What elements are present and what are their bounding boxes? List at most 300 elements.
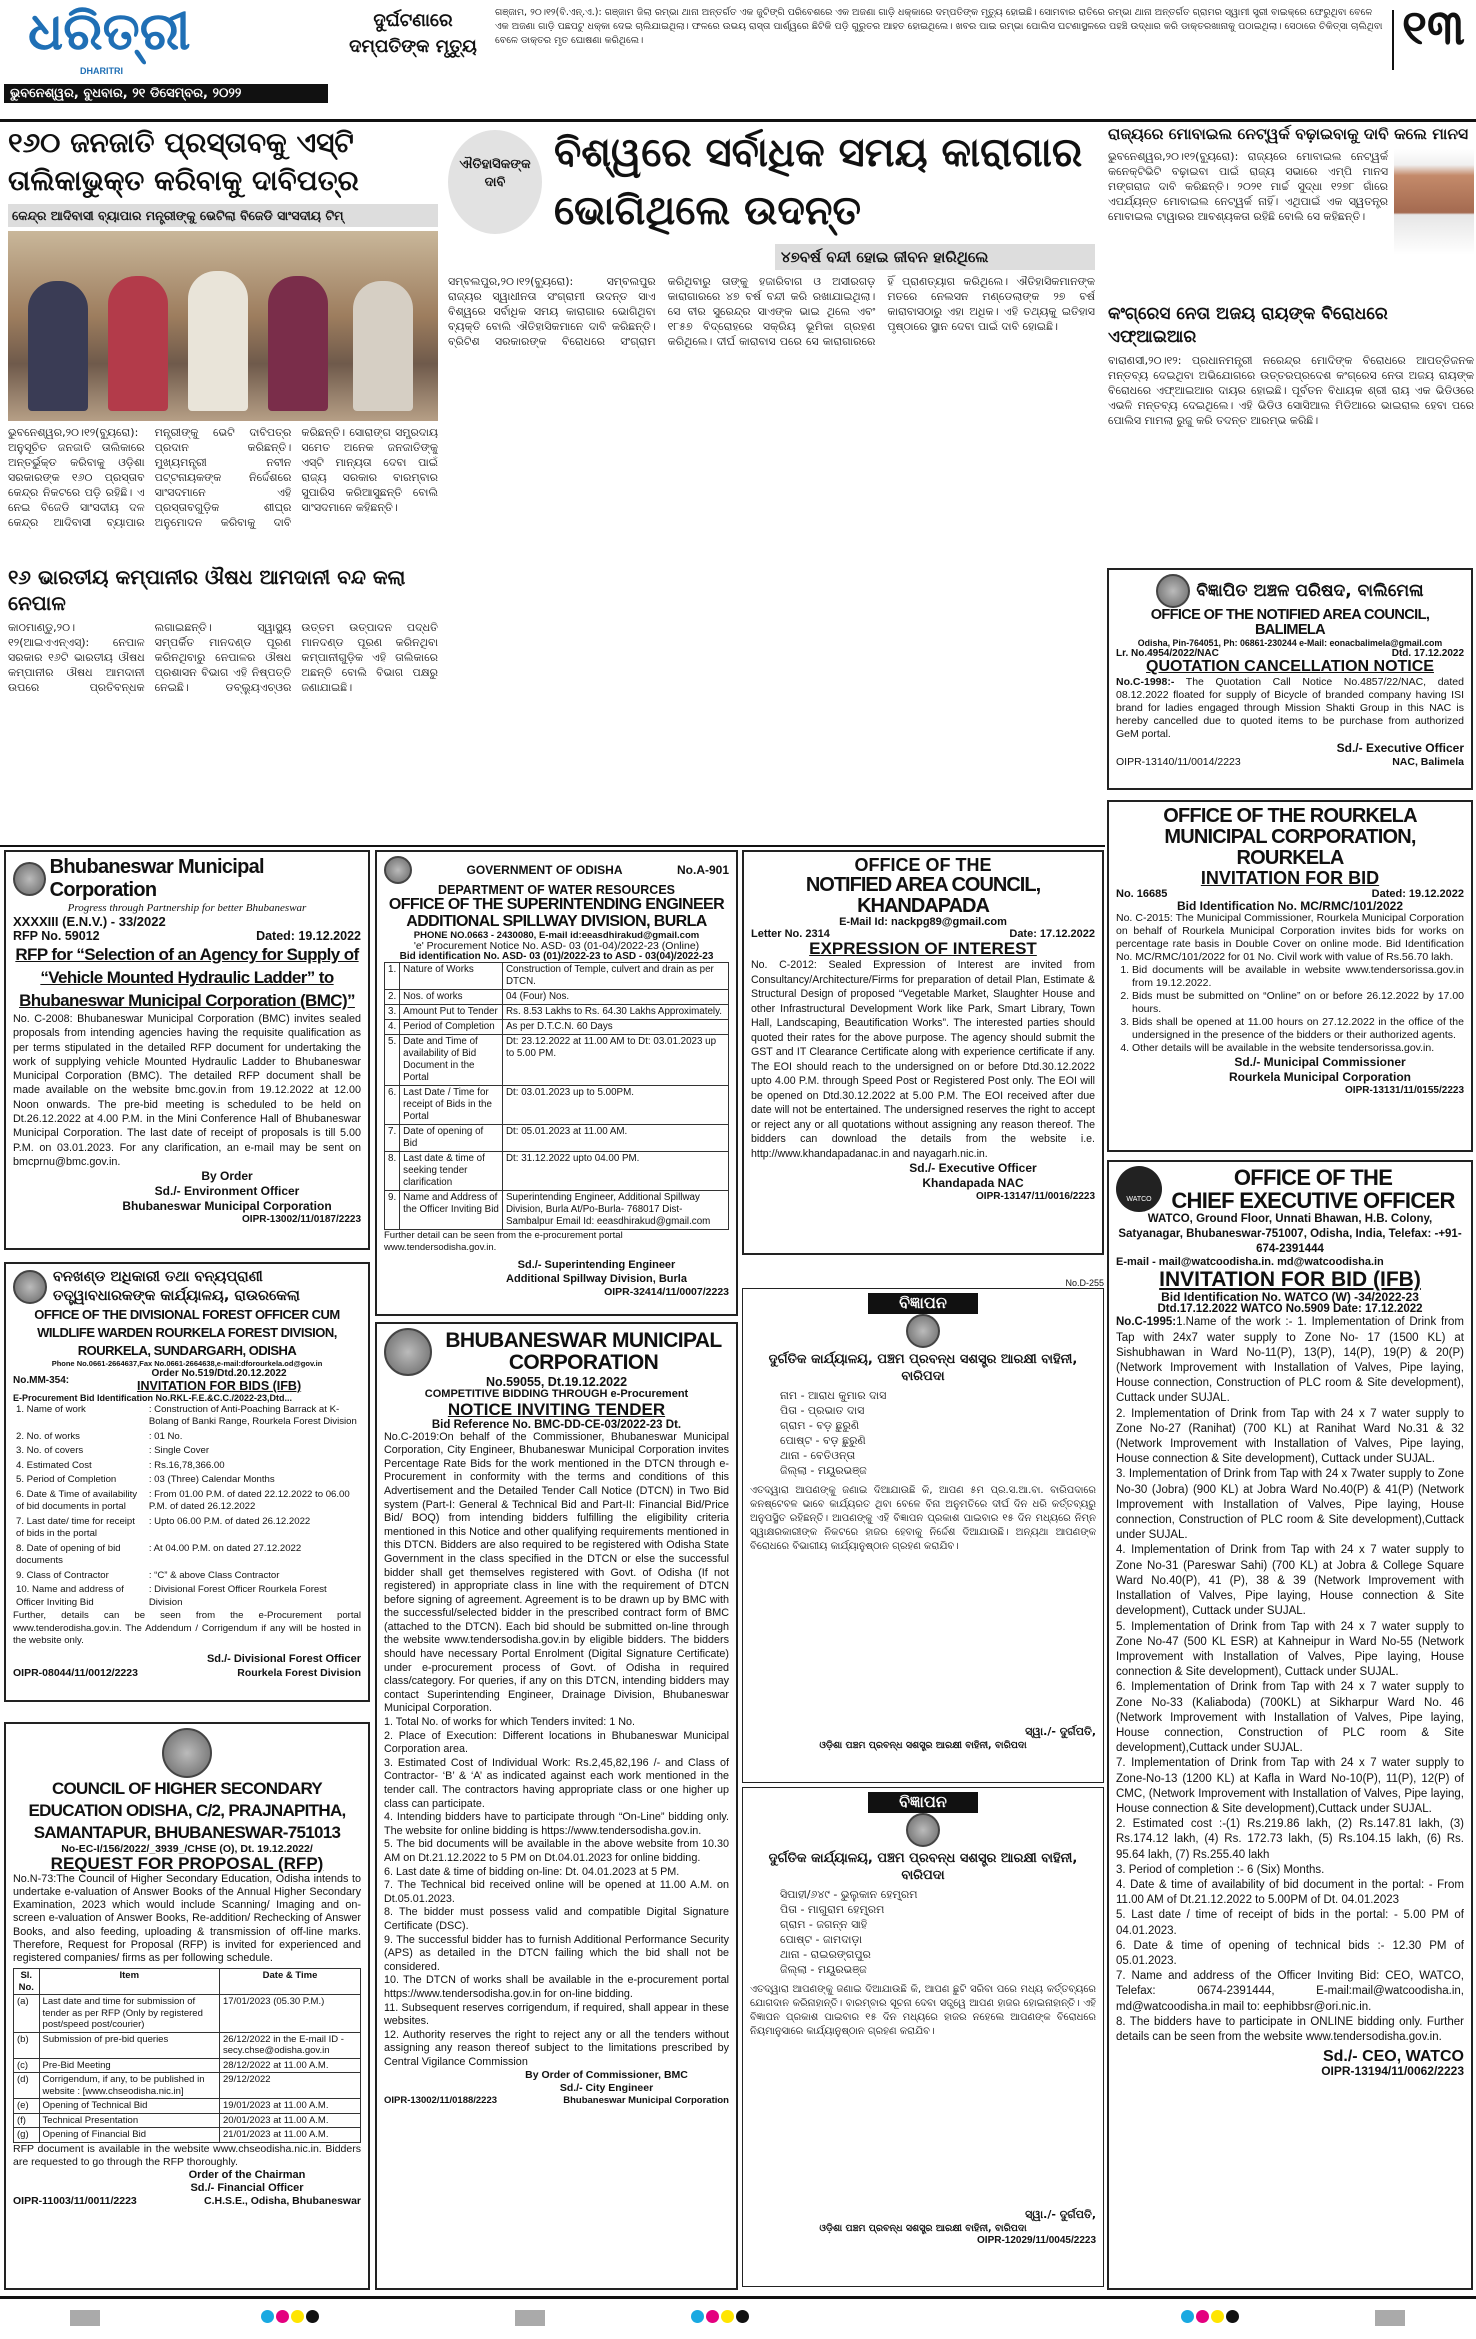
brief-title-line2: ଦମ୍ପତିଙ୍କ ମୃତ୍ୟୁ	[349, 36, 477, 57]
dfo-table-cell: 1. Name of work	[16, 1403, 86, 1415]
water-table-cell: 4.	[385, 1020, 400, 1035]
bmc-nit-list-item: 7. The Technical bid received online will be opened at 11.00 A.M. on Dt.05.01.2023.	[384, 1879, 729, 1905]
dfo-table-cell: : Upto 06.00 P.M. of dated 26.12.2022	[148, 1515, 311, 1527]
chse-table-cell: Corrigendum, if any, to be published in website : [www.chseodisha.nic.in]	[39, 2073, 219, 2099]
watco-logo-text: WATCO	[1126, 1196, 1152, 1204]
ad-water-phone: PHONE NO.0663 - 2430080, E-mail id:eeasdhirakud@gmail.com	[413, 929, 700, 941]
mp-photo	[1394, 149, 1474, 255]
chse-table-cell: 21/01/2023 at 11.00 A.M.	[220, 2128, 361, 2143]
ad-chse-body: No.N-73:The Council of Higher Secondary Education, Odisha intends to undertake e-valuation of Answer Books of the Annual Higher Secondary Examination, 2023 which would include Scanning/ Imaging and on-screen e-valuation of Answer Books, Re-addition/ Rechecking of Answer Books, and also feeding, uploading & transmission of off-line marks. Therefore, Request for Proposal (RFP) is invited for experienced and registered companies/ firms as per following schedule.	[13, 1872, 361, 1965]
odia-field: ଥାନା - ବେତିଓନ୍ତା	[780, 1448, 856, 1462]
water-table-cell: Superintending Engineer, Additional Spillway Division, Burla At/Po-Burla- 768017 Dist-Sambalpur Email Id: eeasdhirakud@gmail.com	[502, 1191, 728, 1230]
ad-chse-sig1: Order of the Chairman	[188, 2168, 306, 2181]
ad-rourkela-no: No. 16685	[1116, 887, 1168, 900]
dfo-table-cell: : Single Cover	[148, 1445, 210, 1457]
left-story-photo	[8, 231, 438, 421]
ad-bmc-rfp-sig1: By Order	[201, 1169, 253, 1184]
water-table-cell: Nos. of works	[400, 990, 503, 1005]
brief-title-line1: ଦୁର୍ଘଟଣାରେ	[373, 10, 453, 31]
odia-field: ଗ୍ରାମ - ବଡ଼ ଛୁରୁଣି	[780, 1418, 860, 1432]
left-column	[8, 124, 438, 840]
ad-odia-fields-1	[750, 1388, 1096, 1478]
odisha-emblem-icon	[13, 1270, 47, 1304]
chse-table-cell: Pre-Bid Meeting	[39, 2058, 219, 2073]
dfo-table-cell: : “C” & above Class Contractor	[148, 1569, 280, 1581]
ad-watco-oipr: OIPR-13194/11/0062/2223	[1321, 2064, 1464, 2079]
water-table-row	[385, 1086, 729, 1125]
chse-table-row	[14, 2099, 361, 2114]
bmc-nit-list-item: 3. Estimated Cost of Individual Work: Rs.2,45,82,196 /- and Class of Contractor- ‘B’ & ‘A’ as indicated against each work mentioned in the tender call. The contractors having appropriate class or one higher up class can participate.	[384, 1756, 729, 1810]
chse-table-row	[14, 2073, 361, 2099]
fir-body: ବାରାଣସୀ,୨୦।୧୨: ପ୍ରଧାନମନ୍ତ୍ରୀ ନରେନ୍ଦ୍ର ମୋଦିଙ୍କ ବିରୋଧରେ ଆପତ୍ତିଜନକ ମନ୍ତବ୍ୟ ଦେଇଥିବା ଅଭିଯୋଗରେ ଉତ୍ତରପ୍ରଦେଶ କଂଗ୍ରେସ ନେତା ଅଜୟ ରାୟଙ୍କ ବିରୋଧରେ ଏଫ୍‌ଆଇଆର ଦାୟର ହୋଇଛି। ପୂର୍ବତନ ବିଧାୟକ ଶ୍ରୀ ରାୟ ଏକ ଭିଡିଓରେ ଏଭଳି ମନ୍ତବ୍ୟ ଦେଇଥିଲେ। ଏହି ଭିଡିଓ ସୋସିଆଲ ମିଡିଆରେ ଭାଇରାଲ ହେବା ପରେ ପୋଲିସ ମାମଲା ରୁଜୁ କରି ତଦନ୍ତ ଆରମ୍ଭ କରିଛି।	[1108, 354, 1474, 427]
bmc-nit-list-item: 12. Authority reserves the right to reject any or all the tenders without assigning any reason thereof subject to the limitations prescribed by Central Vigilance Commission	[384, 2028, 729, 2068]
chse-table-cell: 28/12/2022 at 11.00 A.M.	[220, 2058, 361, 2073]
dateline: ଭୁବନେଶ୍ୱର, ବୁଧବାର, ୨୧ ଡିସେମ୍ବର, ୨୦୨୨	[4, 84, 328, 103]
water-table-cell: 9.	[385, 1191, 400, 1230]
ad-watco-title2: CHIEF EXECUTIVE OFFICER	[1171, 1188, 1455, 1214]
bmc-nit-list-item: 9. The successful bidder has to furnish Additional Performance Security (APS) as detailed in the DTCN failing which the bid shall not be considered.	[384, 1933, 729, 1973]
nepal-body: କାଠମାଣ୍ଡୁ,୨୦।୧୨(ଆଇଏଏନ୍‌ଏସ୍): ନେପାଳ ସରକାର ୧୬ଟି ଭାରତୀୟ ଔଷଧ କମ୍ପାନୀର ଔଷଧ ଆମଦାନୀ ଉପରେ ପ୍ରତିବନ୍ଧକ ଲଗାଇଛନ୍ତି। ସ୍ୱାସ୍ଥ୍ୟ ସମ୍ପର୍କିତ ମାନଦଣ୍ଡ ପୂରଣ କରିନଥିବାରୁ ନେପାଳର ଔଷଧ ପ୍ରଶାସନ ବିଭାଗ ଏହି ନିଷ୍ପତ୍ତି ନେଇଛି। ଡବ୍ଲ୍ୟୁଏଚ୍‌ଓର ଉତ୍ତମ ଉତ୍ପାଦନ ପଦ୍ଧତି ମାନଦଣ୍ଡ ପୂରଣ କରିନଥିବା କମ୍ପାନୀଗୁଡ଼ିକ ଏହି ତାଲିକାରେ ଅଛନ୍ତି ବୋଲି ବିଭାଗ ପକ୍ଷରୁ ଜଣାଯାଇଛି।	[8, 621, 438, 694]
ad-dfo-odia-title: ବନଖଣ୍ଡ ଅଧିକାରୀ ତଥା ବନ୍ୟପ୍ରାଣୀ ତତ୍ତ୍ୱାବଧାରକଙ୍କ କାର୍ଯ୍ୟାଳୟ, ରାଉରକେଲା	[53, 1269, 300, 1304]
watco-point-item: 2. Estimated cost :-(1) Rs.219.86 lakh, (2) Rs.147.81 lakh, (3) Rs.174.12 lakh, (4) Rs. 172.73 lakh, (5) Rs.104.15 lakh, (6) Rs. 95.64 lakh, (7) Rs.255.40 lakh	[1116, 1818, 1464, 1861]
water-table-cell: 8.	[385, 1152, 400, 1191]
ad-bmc-rfp-title: Bhubaneswar Municipal Corporation	[49, 856, 264, 901]
ad-rourkela	[1107, 800, 1473, 1152]
bmc-seal-icon	[384, 1328, 432, 1376]
odia-field: ଜିଲ୍ଲା - ମୟୂରଭଞ୍ଜ	[780, 1463, 867, 1477]
dfo-table-row	[13, 1515, 361, 1542]
rourkela-list-item: 3. Bids shall be opened at 11.00 hours on 27.12.2022 in the office of the undersigned in the presence of the bidders or their authorized agents.	[1132, 1016, 1464, 1042]
dfo-table-row	[13, 1488, 361, 1515]
water-table-cell: As per D.T.C.N. 60 Days	[502, 1020, 728, 1035]
chse-table-row	[14, 2058, 361, 2073]
watco-work-item: 6. Implementation of Drink from Tap with 24 x 7 water supply to Zone No-33 (Kaliaboda) (700KL) at Sikharpur Ward No. 46 (Network Improvement with Installation of Valves, Pipe laying, House connection, Construction of PLC room & Site development),Cuttack under SUJAL.	[1116, 1681, 1464, 1755]
chse-table-row	[14, 2128, 361, 2143]
ad-odia-sig-2: ସ୍ୱା./- ଦୁର୍ଗପତି,	[1025, 2207, 1096, 2221]
ad-dfo-no: No.MM-354:	[13, 1374, 70, 1386]
ad-bmc-rfp-oipr: OIPR-13002/11/0187/2223	[242, 1214, 361, 1226]
ad-khandapada-title1: OFFICE OF THE	[854, 855, 992, 875]
center-story-subhead: ୪୭ବର୍ଷ ବନ୍ଦୀ ହୋଇ ଜୀବନ ହାରିଥିଲେ	[775, 244, 1095, 270]
water-table-row	[385, 1005, 729, 1020]
dfo-table-cell: : From 01.00 P.M. of dated 22.12.2022 to 06.00 P.M. of dated 26.12.2022	[148, 1488, 350, 1513]
watco-logo	[1116, 1166, 1162, 1212]
odia-field: ନାମ - ଆରାଧ କୁମାର ଦାସ	[780, 1388, 887, 1402]
chse-table-cell: Technical Presentation	[39, 2113, 219, 2128]
watco-work-item: 4. Implementation of Drink from Tap with 24 x 7 water supply to Zone No-31 (Pareswar Sahi) (700 KL) at Jobra & College Square Ward No.40(P), 41 (P), 38 & 39 (Network Improvement with Installation of Valves, Pipe laying, House connection & Site development), Cuttack under SUJAL.	[1116, 1544, 1464, 1618]
water-table-cell: Dt: 31.12.2022 upto 04.00 PM.	[502, 1152, 728, 1191]
dfo-table-cell: : 03 (Three) Calendar Months	[148, 1474, 275, 1486]
ad-odia-sig-office-2: ଓଡ଼ିଶା ପଞ୍ଚମ ପ୍ରବନ୍ଧ ସଶସ୍ତ୍ର ଆରକ୍ଷୀ ବାହିନୀ, ବାରିପଦା	[819, 2222, 1027, 2234]
dfo-table-cell: : Rs.16,78,366.00	[148, 1459, 225, 1471]
ad-dfo-phone: Phone No.0661-2664637,Fax No.0661-2664638,e-mail:dforourkela.od@gov.in	[51, 1359, 323, 1368]
ad-balimela	[1107, 568, 1473, 790]
ad-khandapada-letter: Letter No. 2314	[751, 928, 830, 941]
chse-table-row	[14, 1995, 361, 2033]
dfo-table-cell: : 01 No.	[148, 1430, 183, 1442]
brief-title	[338, 8, 488, 60]
water-table-row	[385, 990, 729, 1005]
ad-balimela-odia-title: ବିଜ୍ଞାପିତ ଅଞ୍ଚଳ ପରିଷଦ, ବାଲିମେଳା	[1116, 574, 1464, 608]
dfo-table-cell: 9. Class of Contractor	[16, 1569, 109, 1581]
odia-field: ପୋଷ୍ଟ - ବଡ଼ ଛୁରୁଣି	[780, 1433, 866, 1447]
dfo-table-cell: 10. Name and address of Officer Inviting Bid	[16, 1584, 124, 1608]
ad-rourkela-list	[1116, 964, 1464, 1055]
ad-odia-notice-2	[742, 1787, 1104, 2287]
ad-odia-sig-office-1: ଓଡ଼ିଶା ପଞ୍ଚମ ପ୍ରବନ୍ଧ ସଶସ୍ତ୍ର ଆରକ୍ଷୀ ବାହିନୀ, ବାରିପଦା	[819, 1739, 1027, 1751]
ad-balimela-notice: QUOTATION CANCELLATION NOTICE	[1146, 658, 1434, 676]
ad-balimela-no: No.C-1998:-	[1116, 676, 1175, 689]
ad-dfo-table	[13, 1403, 361, 1611]
chse-table-cell: (d)	[14, 2073, 40, 2099]
ad-watco-notice: INVITATION FOR BID (IFB)	[1159, 1267, 1421, 1291]
dfo-table-cell: 7. Last date/ time for receipt of bids in the portal	[16, 1515, 135, 1540]
ad-dfo-bid-id: E-Procurement Bid Identification No.RKL-F.E.&C.C./2022-23,Dtd...	[13, 1392, 293, 1403]
ad-chse-notice: REQUEST FOR PROPOSAL (RFP)	[50, 1854, 324, 1874]
chse-table-cell: (c)	[14, 2058, 40, 2073]
dfo-table-cell: 3. No. of covers	[16, 1445, 84, 1457]
ad-balimela-date: Dtd. 17.12.2022	[1391, 648, 1464, 660]
watco-point-item: 6. Date & time of opening of technical bids :- 12.30 PM of 05.01.2023.	[1116, 1939, 1464, 1967]
rourkela-list-item: 1. Bid documents will be available in website www.tendersorissa.gov.in from 19.12.2022.	[1132, 964, 1464, 990]
ad-water-resources	[375, 850, 738, 1316]
ad-watco-email: E-mail - mail@watcoodisha.in. md@watcoodisha.in	[1116, 1256, 1384, 1269]
ad-dfo-footer: Further, details can be seen from the e-Procurement portal www.tenderodisha.gov.in. The Addendum / Corrigendum if any will be hosted in the website only.	[13, 1610, 361, 1647]
ad-bmc-rfp-sig2: Sd./- Environment Officer	[154, 1184, 300, 1199]
chse-table-cell: (a)	[14, 1995, 40, 2033]
left-story-subhead: କେନ୍ଦ୍ର ଆଦିବାସୀ ବ୍ୟାପାର ମନ୍ତ୍ରୀଙ୍କୁ ଭେଟିଲା ବିଜେଡି ସାଂସଦୀୟ ଟିମ୍	[8, 204, 438, 227]
ad-dfo-oipr: OIPR-08044/11/0012/2223	[13, 1666, 138, 1679]
footer-rule	[0, 2296, 1476, 2299]
water-table-cell: Name and Address of the Officer Inviting Bid	[400, 1191, 503, 1230]
ad-rourkela-sig2: Rourkela Municipal Corporation	[1228, 1070, 1411, 1085]
ad-odia-sig-1: ସ୍ୱା./- ଦୁର୍ଗପତି,	[1025, 1724, 1096, 1738]
ad-water-no: No.A-901	[676, 863, 729, 877]
masthead	[0, 0, 1476, 118]
ad-bmc-nit-notice: NOTICE INVITING TENDER	[447, 1399, 666, 1419]
chse-table-cell: (f)	[14, 2113, 40, 2128]
ad-dfo-order: Order No.519/Dtd.20.12.2022	[151, 1367, 287, 1379]
water-table-cell: Amount Put to Tender	[400, 1005, 503, 1020]
ad-watco-title1: OFFICE OF THE	[1233, 1165, 1393, 1190]
water-table-cell: Date of opening of Bid	[400, 1125, 503, 1152]
ad-odia-label-1: ବିଜ୍ଞାପନ	[868, 1293, 978, 1314]
newspaper-logo[interactable]: ଧରିତ୍ରୀ	[28, 2, 191, 62]
ad-watco-lead: 1.Name of the work :- 1. Implementation of Drink from Tap with 24x7 water supply to Zone No- 17 (1500 KL) at Sishubhawan in Ward No-11(P), 13(P), 14(P), 19(P) & 20(P) (Network Improvement with Installation of Valves, Pipe laying, House connection, Construction of PLC room & Site development), Cuttack under SUJAL.	[1116, 1316, 1464, 1405]
dfo-table-cell: 2. No. of works	[16, 1430, 80, 1442]
ad-odia-label-2: ବିଜ୍ଞାପନ	[868, 1792, 978, 1813]
dfo-table-cell: : Construction of Anti-Poaching Barrack at K-Bolang of Banki Range, Rourkela Forest Division	[148, 1403, 357, 1428]
ad-water-oipr: OIPR-32414/11/0007/2223	[604, 1286, 729, 1299]
water-table-cell: Dt: 03.01.2023 up to 5.00PM.	[502, 1086, 728, 1125]
watco-point-item: 3. Period of completion :- 6 (Six) Months.	[1116, 1863, 1325, 1876]
center-story-body: ସମ୍ବଲପୁର,୨୦।୧୨(ବ୍ୟୁରୋ): ସମ୍ବଲପୁର ରାଜ୍ୟର ସ୍ୱାଧୀନତା ସଂଗ୍ରାମୀ ଉଦନ୍ତ ସାଏ ବିଶ୍ୱରେ ସର୍ବାଧିକ ସମୟ କାରାଗାର ଭୋଗିଥିବା ବ୍ୟକ୍ତି ବୋଲି ଐତିହାସିକମାନେ ଦାବି କରିଛନ୍ତି। ବ୍ରିଟିଶ ସରକାରଙ୍କ ବିରୋଧରେ ସଂଗ୍ରାମ କରିଥିବାରୁ ତାଙ୍କୁ ହଜାରିବାଗ ଓ ଅସୀରଗଡ଼ କାରାଗାରରେ ୪୭ ବର୍ଷ ବନ୍ଦୀ କରି ରଖାଯାଇଥିଲା। ସେ ବୀର ସୁରେନ୍ଦ୍ର ସାଏଙ୍କ ଭାଇ ଥିଲେ ଏବଂ ୧୮୫୭ ବିଦ୍ରୋହରେ ସକ୍ରିୟ ଭୂମିକା ଗ୍ରହଣ କରିଥିଲେ। ଦୀର୍ଘ କାରାବାସ ପରେ ସେ କାରାଗାରରେ ହିଁ ପ୍ରାଣତ୍ୟାଗ କରିଥିଲେ। ଐତିହାସିକମାନଙ୍କ ମତରେ ନେଲସନ ମଣ୍ଡେଲାଙ୍କ ୨୭ ବର୍ଷ କାରାବାସଠାରୁ ଏହା ଅଧିକ। ଏହି ତଥ୍ୟକୁ ଇତିହାସ ପୃଷ୍ଠାରେ ସ୍ଥାନ ଦେବା ପାଇଁ ଦାବି ହୋଇଛି।	[448, 275, 1095, 348]
odia-field: ପିତା - ପ୍ରଭାତ ଦାସ	[780, 1403, 865, 1417]
ad-balimela-sig2: NAC, Balimela	[1392, 756, 1464, 769]
brief-body: ଗଞ୍ଜାମ, ୨୦।୧୨(ବି.ଏନ୍.ଏ.): ଗଞ୍ଜାମ ଜିଲା ରମ୍ଭା ଥାନା ଅନ୍ତର୍ଗତ ଏକ ଜୁଟିଙ୍ଗି ପରିବେଶରେ ଏକ ଅଜଣା ଗାଡ଼ି ଧକ୍କାରେ ଦମ୍ପତିଙ୍କ ମୃତ୍ୟୁ ହୋଇଛି। ସୋମବାର ରାତିରେ ରମ୍ଭା ଥାନା ଅନ୍ତର୍ଗତ ଗ୍ରାମର ସ୍ୱାମୀ ସ୍ତ୍ରୀ ବାଇକ୍‌ରେ ଫେରୁଥିବା ବେଳେ ଏକ ଅଜଣା ଗାଡ଼ି ପଛପଟୁ ଧକ୍କା ଦେଇ ଚାଲିଯାଇଥିଲା। ଫଳରେ ଉଭୟ ରାସ୍ତା ପାର୍ଶ୍ୱରେ ଛିଟିକି ପଡ଼ି ଗୁରୁତର ଆହତ ହୋଇଥିଲେ। ଖବର ପାଇ ରମ୍ଭା ପୋଲିସ ଘଟଣାସ୍ଥଳରେ ପହଞ୍ଚି ଉଦ୍ଧାର କରି ଡାକ୍ତରଖାନାକୁ ପଠାଇଥିଲା। ସେଠାରେ ଚିକିତ୍ସା ଚାଲିଥିବା ବେଳେ ଡାକ୍ତର ମୃତ ଘୋଷଣା କରିଥିଲେ।	[495, 7, 1383, 46]
odia-field: ପିତା - ମାଗୁରାମ ହେମ୍ବ୍ରମ	[780, 1902, 885, 1916]
water-table-cell: Nature of Works	[400, 963, 503, 990]
chse-table-cell: 19/01/2023 at 11.00 A.M.	[220, 2099, 361, 2114]
ad-rourkela-date: Dated: 19.12.2022	[1371, 887, 1464, 900]
ad-khandapada-sig2: Khandapada NAC	[922, 1176, 1024, 1191]
ad-bmc-rfp-ref: XXXXIII (E.N.V.) - 33/2022	[13, 914, 166, 929]
bmc-nit-list-item: 2. Place of Execution: Different locations in Bhubaneswar Municipal Corporation area.	[384, 1729, 729, 1756]
ad-balimela-body: The Quotation Call Notice No.4857/22/NAC, dated 08.12.2022 floated for supply of Bicycle of branded company having ISI brand for ladies engaged through Mission Shakti Group in this NAC is hereby cancelled due to quoted items to be purchase from authorized GeM portal.	[1116, 676, 1464, 741]
chse-table-cell: (e)	[14, 2099, 40, 2114]
ad-dfo-sig1: Sd./- Divisional Forest Officer	[206, 1652, 361, 1665]
ad-khandapada-email: E-Mail Id: nackpg89@gmail.com	[839, 915, 1007, 928]
ad-water-bid-id: Bid identification No. ASD- 03 (01)/2022-23 to ASD - 03(04)/2022-23	[399, 950, 714, 962]
page-number: ୧୩	[1402, 0, 1465, 56]
ad-rourkela-notice: INVITATION FOR BID	[1200, 868, 1380, 888]
odia-field: ଥାନା - ରାଇରଙ୍ଗପୁର	[780, 1947, 871, 1961]
ad-bmc-rfp-tagline: Progress through Partnership for better Bhubaneswar	[67, 902, 307, 914]
ad-bmc-rfp	[4, 850, 370, 1250]
dfo-table-row	[13, 1569, 361, 1584]
ad-water-table	[384, 962, 729, 1230]
chse-table-cell: 26/12/2022 in the E-mail ID -secy.chse@odisha.gov.in	[220, 2032, 361, 2058]
water-table-cell: 04 (Four) Nos.	[502, 990, 728, 1005]
ad-watco-address: WATCO, Ground Floor, Unnati Bhawan, H.B. Colony, Satyanagar, Bhubaneswar-751007, Odisha, India, Telefax: -+91-674-2391444	[1118, 1213, 1462, 1256]
ad-odia-column	[742, 1278, 1104, 2290]
ad-watco	[1107, 1160, 1473, 2290]
ad-rourkela-bid-id: Bid Identification No. MC/RMC/101/2022	[1176, 898, 1404, 913]
ad-bmc-nit-list	[384, 1716, 729, 2069]
ad-chse-footer: RFP document is available in the website www.chseodisha.nic.in. Bidders are requested to go through the RFP thoroughly.	[13, 2142, 361, 2168]
chse-table-header-cell: Item	[39, 1969, 219, 1995]
odia-field: ଜିଲ୍ଲା - ମୟୂରଭଞ୍ଜ	[780, 1962, 867, 1976]
ad-rourkela-oipr: OIPR-13131/11/0155/2223	[1345, 1085, 1464, 1097]
ad-khandapada	[742, 850, 1104, 1255]
ad-odia-body-2: ଏତଦ୍ୱାରା ଆପଣଙ୍କୁ ଜଣାଇ ଦିଆଯାଉଛି କି, ଆପଣ ଛୁଟି ସରିବା ପରେ ମଧ୍ୟ କର୍ତ୍ତବ୍ୟରେ ଯୋଗଦାନ କରିନାହାନ୍ତି। ବାରମ୍ବାର ସୂଚନା ଦେବା ସତ୍ତ୍ୱେ ଆପଣ ହାଜର ହୋଇନାହାନ୍ତି। ଏହି ବିଜ୍ଞାପନ ପ୍ରକାଶ ପାଇବାର ୧୫ ଦିନ ମଧ୍ୟରେ ହାଜର ନହେଲେ ଆପଣଙ୍କ ବିରୋଧରେ ନିୟମାନୁସାରେ କାର୍ଯ୍ୟାନୁଷ୍ଠାନ ଗ୍ରହଣ କରାଯିବ।	[750, 1983, 1096, 2037]
water-table-cell: 1.	[385, 963, 400, 990]
water-table-cell: 6.	[385, 1086, 400, 1125]
newspaper-logo-en: DHARITRI	[80, 66, 123, 76]
ad-bmc-rfp-sig3: Bhubaneswar Municipal Corporation	[122, 1199, 332, 1214]
bmc-seal-icon	[13, 862, 46, 896]
ad-watco-lead-no: No.C-1995:	[1116, 1316, 1177, 1329]
ad-balimela-oipr: OIPR-13140/11/0014/2223	[1116, 756, 1241, 769]
ad-water-sig2: Additional Spillway Division, Burla	[506, 1273, 687, 1286]
ad-chse	[4, 1722, 370, 2290]
chse-table-header-cell: Date & Time	[220, 1969, 361, 1995]
water-table-row	[385, 1035, 729, 1086]
chse-table-cell: Last date and time for submission of tender as per RFP (Only by registered post/speed post/courier)	[39, 1995, 219, 2033]
rourkela-list-item: 4. Other details will be available in the website tendersorissa.gov.in.	[1132, 1042, 1464, 1055]
ad-odia-body-1: ଏତଦ୍ୱାରା ଆପଣଙ୍କୁ ଜଣାଇ ଦିଆଯାଉଛି କି, ଆପଣ ୫ମ ପ୍ର.ସ.ଆ.ବା. ବାରିପଦାରେ କନଷ୍ଟେବଳ ଭାବେ କାର୍ଯ୍ୟରତ ଥିବା ବେଳେ ବିନା ଅନୁମତିରେ ଦୀର୍ଘ ଦିନ ଧରି କର୍ତ୍ତବ୍ୟରୁ ଅନୁପସ୍ଥିତ ରହିଛନ୍ତି। ଆପଣଙ୍କୁ ଏହି ବିଜ୍ଞାପନ ପ୍ରକାଶ ପାଇବାର ୧୫ ଦିନ ମଧ୍ୟରେ ନିମ୍ନ ସ୍ୱାକ୍ଷରକାରୀଙ୍କ ନିକଟରେ ହାଜର ହେବାକୁ ନିର୍ଦ୍ଦେଶ ଦିଆଯାଉଛି। ଅନ୍ୟଥା ଆପଣଙ୍କ ବିରୋଧରେ ବିଭାଗୀୟ କାର୍ଯ୍ୟାନୁଷ୍ଠାନ ଗ୍ରହଣ କରାଯିବ।	[750, 1484, 1096, 1552]
odia-field: ପୋଷ୍ଟ - ଜାମଦାଡ଼ା	[780, 1932, 863, 1946]
dfo-table-cell: 6. Date & Time of availability of bid documents in portal	[16, 1488, 138, 1513]
chse-table-row	[14, 2032, 361, 2058]
ad-bmc-nit	[375, 1322, 738, 2290]
dfo-table-row	[13, 1473, 361, 1488]
ad-water-footer: Further detail can be seen from the e-procurement portal www.tendersodisha.gov.in.	[384, 1230, 623, 1254]
chse-table-cell: Opening of Technical Bid	[39, 2099, 219, 2114]
ad-bmc-nit-title: BHUBANESWAR MUNICIPAL CORPORATION	[445, 1328, 722, 1374]
ad-bmc-rfp-body: No. C-2008: Bhubaneswar Municipal Corporation (BMC) invites sealed proposals from intending agencies having the requisite qualification as per terms stipulated in the detailed RFP document for undertaking the work of supplying vehicle Mounted Hydraulic Ladder to Bhubaneswar Municipal Corporation (BMC). The detailed RFP document shall be made available on the website bmc.gov.in from 19.12.2022 at 12.00 Noon onwards. The pre-bid meeting is scheduled to be held on Dt.26.12.2022 at 4.00 P.M. in the Mini Conference Hall of Bhubaneswar Municipal Corporation. The last date of receipt of proposals is till 5.00 P.M. on 03.01.2023. For any clarification, an e-mail may be sent on bmcprnu@bmc.gov.in.	[13, 1013, 361, 1168]
ad-odia-oipr: OIPR-12029/11/0045/2223	[977, 2234, 1096, 2246]
ad-water-dept: DEPARTMENT OF WATER RESOURCES	[437, 883, 676, 897]
dfo-table-row	[13, 1444, 361, 1459]
water-table-row	[385, 1152, 729, 1191]
chse-table-row	[14, 2113, 361, 2128]
left-story-body: ଭୁବନେଶ୍ୱର,୨୦।୧୨(ବ୍ୟୁରୋ): ଅନୁସୂଚିତ ଜନଜାତି ତାଲିକାରେ ଅନ୍ତର୍ଭୁକ୍ତ କରିବାକୁ ଓଡ଼ିଶା ସରକାରଙ୍କ ୧୬୦ ପ୍ରସ୍ତାବ କେନ୍ଦ୍ର ନିକଟରେ ପଡ଼ି ରହିଛି। ଏ ନେଇ ବିଜେଡି ସାଂସଦୀୟ ଦଳ କେନ୍ଦ୍ର ଆଦିବାସୀ ବ୍ୟାପାର ମନ୍ତ୍ରୀଙ୍କୁ ଭେଟି ଦାବିପତ୍ର ପ୍ରଦାନ କରିଛନ୍ତି। ମୁଖ୍ୟମନ୍ତ୍ରୀ ନବୀନ ପଟ୍ଟନାୟକଙ୍କ ନିର୍ଦ୍ଦେଶରେ ସାଂସଦମାନେ ଏହି ପ୍ରସ୍ତାବଗୁଡ଼ିକ ଶୀଘ୍ର ଅନୁମୋଦନ କରିବାକୁ ଦାବି କରିଛନ୍ତି। ସୋରାଙ୍ଗ ସମ୍ପ୍ରଦାୟ ସମେତ ଅନେକ ଜନଜାତିଙ୍କୁ ଏସ୍‌ଟି ମାନ୍ୟତା ଦେବା ପାଇଁ ରାଜ୍ୟ ସରକାର ବାରମ୍ବାର ସୁପାରିସ କରିଆସୁଛନ୍ତି ବୋଲି ସାଂସଦମାନେ କହିଛନ୍ତି।	[8, 426, 438, 529]
ad-water-sig1: Sd./- Superintending Engineer	[517, 1259, 676, 1272]
chse-table-cell: Opening of Financial Bid	[39, 2128, 219, 2143]
dfo-table-cell: : Divisional Forest Officer Rourkela Forest Division	[148, 1584, 327, 1608]
ad-dfo-title: OFFICE OF THE DIVISIONAL FOREST OFFICER CUM WILDLIFE WARDEN ROURKELA FOREST DIVISION, ROURKELA, SUNDARGARH, ODISHA	[34, 1307, 340, 1358]
watco-point-item: 5. Last date / time of receipt of bids in the portal: - 5.00 PM of 04.01.2023.	[1116, 1909, 1464, 1937]
watco-work-item: 7. Implementation of Drink from Tap with 24 x 7 water supply to Zone-No-13 (1200 KL) at Kafla in Ward No-10(P), 11(P), 12(P) of CMC, (Network Improvement with Installation of Valves, Pipe laying, House connection & Site development),Cuttack under SUJAL.	[1116, 1757, 1464, 1815]
ad-bmc-rfp-date: Dated: 19.12.2022	[256, 929, 361, 943]
section-rule	[0, 845, 1105, 847]
water-table-cell: Dt: 23.12.2022 at 11.00 AM to Dt: 03.01.2023 up to 5.00 PM.	[502, 1035, 728, 1086]
ad-dfo-sig2: Rourkela Forest Division	[237, 1666, 361, 1679]
page-divider	[1392, 10, 1394, 70]
odisha-emblem-icon	[384, 856, 412, 884]
watco-point-item: 8. The bidders have to participate in ONLINE bidding only. Further details can be seen from the website www.tendersodisha.gov.in.	[1116, 2015, 1464, 2043]
ad-odia-code: No.D-255	[1065, 1278, 1104, 1288]
ad-chse-sig3: C.H.S.E., Odisha, Bhubaneswar	[204, 2194, 361, 2207]
story-badge: ଐତିହାସିକଙ୍କ ଦାବି	[448, 130, 542, 234]
watco-work-item: 3. Implementation of Drink from Tap with 24 x 7water supply to Zone No-30 (Jobra) (900 KL) at Jobra Ward No.40(P) & 41(P) (Network Improvement with Installation of Valves, Pipe laying, House connection, Construction of PLC room & Site development),Cuttack under SUJAL.	[1116, 1468, 1464, 1542]
ad-khandapada-date: Date: 17.12.2022	[1009, 928, 1095, 941]
right-top-column	[1108, 124, 1474, 562]
dfo-table-cell: 8. Date of opening of bid documents	[16, 1542, 121, 1567]
water-table-cell: 7.	[385, 1125, 400, 1152]
ad-bmc-nit-body: No.C-2019:On behalf of the Commissioner, Bhubaneswar Municipal Corporation, City Engineer, Bhubaneswar Municipal Corporation invites Percentage Rate Bids for the work mentioned in the DTCN through e-Procurement in conformity with the terms and conditions of this Advertisement and the Detailed Tender Call Notice (DTCN) in Two Bid system (Part-I: General & Technical Bid and Part-II: Financial Bid/Price Bid/ BOQ) from intending bidders fulfilling the eligibility criteria mentioned in this Notice and other qualifying requirements mentioned in this DTCN. Bidders are also required to be registered with Odisha State Government in the class specified in the DTCN or else the successful bidder shall get themselves registered with Govt. of Odisha (If not registered) in appropriate class in line with the requirement of DTCN before signing of agreement. Agreement is to be drawn up by BMC with the successful/selected bidder in the prescribed contract form of BMC (attached to the DTCN). Each bid should be submitted on-line through the website www.tendersodisha.gov.in by eligible bidders. The bidders should have necessary Portal Enrolment (Digital Signature Certificate) under e-procurement process of Govt. of Odisha in required class/category. For queries, if any on this DTCN, intending bidders may contact Superintending Engineer, Drainage Division, Bhubaneswar Municipal Corporation.	[384, 1430, 729, 1715]
ad-watco-works	[1116, 1407, 1464, 1817]
ad-khandapada-notice: EXPRESSION OF INTEREST	[809, 939, 1037, 959]
dfo-table-cell: : At 04.00 P.M. on dated 27.12.2022	[148, 1542, 302, 1554]
chse-emblem-icon	[162, 1728, 212, 1778]
ad-khandapada-sig1: Sd./- Executive Officer	[909, 1161, 1037, 1176]
water-table-cell: 2.	[385, 990, 400, 1005]
dfo-table-row	[13, 1430, 361, 1445]
dfo-table-row	[13, 1459, 361, 1474]
ad-dfo-notice: INVITATION FOR BIDS (IFB)	[137, 1378, 302, 1393]
ad-odia-notice-1	[742, 1288, 1104, 1783]
ad-bmc-nit-sub: COMPETITIVE BIDDING THROUGH e-Procurement	[424, 1388, 689, 1401]
chse-table-cell: Submission of pre-bid queries	[39, 2032, 219, 2058]
ad-bmc-nit-sig3: Bhubaneswar Municipal Corporation	[563, 2095, 729, 2107]
water-table-cell: Date and Time of availability of Bid Document in the Portal	[400, 1035, 503, 1086]
chse-table-cell: 17/01/2023 (05.30 P.M.)	[220, 1995, 361, 2033]
masthead-rule	[0, 119, 1476, 122]
ad-odia-office-2: ଦୁର୍ଗତିକ କାର୍ଯ୍ୟାଳୟ, ପଞ୍ଚମ ପ୍ରବନ୍ଧ ସଶସ୍ତ୍ର ଆରକ୍ଷୀ ବାହିନୀ, ବାରିପଦା	[768, 1850, 1078, 1883]
dfo-table-cell: 4. Estimated Cost	[16, 1459, 92, 1471]
center-story-headline[interactable]: ବିଶ୍ୱରେ ସର୍ବାଧିକ ସମୟ କାରାଗାର ଭୋଗିଥିଲେ ଉଦନ୍ତ	[554, 130, 1083, 234]
ad-watco-dtd: Dtd.17.12.2022 WATCO No.5909 Date: 17.12.2022	[1157, 1303, 1423, 1316]
ad-rourkela-sig1: Sd./- Municipal Commissioner	[1234, 1055, 1406, 1070]
police-emblem-icon	[906, 1314, 940, 1348]
chse-table-cell: 20/01/2023 at 11.00 A.M.	[220, 2113, 361, 2128]
ad-water-title: OFFICE OF THE SUPERINTENDING ENGINEER ADDITIONAL SPILLWAY DIVISION, BURLA	[388, 896, 725, 930]
chse-table-cell: 29/12/2022	[220, 2073, 361, 2099]
bmc-nit-list-item: 1. Total No. of works for which Tenders invited: 1 No.	[384, 1716, 636, 1729]
ad-watco-bid-id: Bid Identification No. WATCO (W) -34/2022-23	[1161, 1289, 1419, 1304]
ad-khandapada-oipr: OIPR-13147/11/0016/2223	[976, 1191, 1095, 1203]
ad-rourkela-title: OFFICE OF THE ROURKELA MUNICIPAL CORPORATION, ROURKELA	[1163, 805, 1417, 869]
water-table-row	[385, 1191, 729, 1230]
ad-watco-sig: Sd./- CEO, WATCO	[1322, 2048, 1464, 2066]
bmc-nit-list-item: 8. The bidder must possess valid and compatible Digital Signature Certificate (DSC).	[384, 1906, 729, 1932]
dfo-table-row	[13, 1403, 361, 1430]
left-story-headline[interactable]: ୧୬୦ ଜନଜାତି ପ୍ରସ୍ତାବକୁ ଏସ୍‌ଟି ତାଲିକାଭୁକ୍ତ କରିବାକୁ ଦାବିପତ୍ର	[8, 126, 359, 197]
odia-field: ସିପାହୀ/୬୪୯ - ଭୁଲୁକାନ ହେମ୍ବ୍ରମ	[780, 1887, 918, 1901]
water-table-cell: 3.	[385, 1005, 400, 1020]
water-table-cell: Last date & time of seeking tender clarification	[400, 1152, 503, 1191]
ad-khandapada-title2: NOTIFIED AREA COUNCIL, KHANDAPADA	[805, 873, 1041, 917]
ad-balimela-sig1: Sd./- Executive Officer	[1336, 741, 1464, 756]
ad-odia-fields-2	[750, 1887, 1096, 1977]
water-table-cell: Construction of Temple, culvert and drain as per DTCN.	[502, 963, 728, 990]
dfo-table-row	[13, 1542, 361, 1569]
police-emblem-icon	[906, 1813, 940, 1847]
chse-table-cell: (g)	[14, 2128, 40, 2143]
bmc-nit-list-item: 5. The bid documents will be available in the above website from 10.30 AM on Dt.21.12.2022 to 5 PM on Dt.04.01.2023 for online bidding.	[384, 1838, 729, 1864]
chse-table-header	[14, 1969, 361, 1995]
water-table-row	[385, 963, 729, 990]
water-table-cell: Dt: 05.01.2023 at 11.00 AM.	[502, 1125, 728, 1152]
ad-khandapada-body: No. C-2012: Sealed Expression of Interest are invited from Consultancy/Architecture/Firms for preparation of detail Plan, Estimate & Structural Design of proposed “Vegetable Market, Slaughter House and other Infrastructural Development Work like Park, Smart Library, Town Hall, Landscaping, Beautification Works”. The interested parties should quoted their rates for the above purpose. The agency should submit the GST and IT Clearance Certificate along with experience certificate if any. The EOI should reach to the undersigned on or before Dtd.30.12.2022 upto 4.00 P.M. through Speed Post or Registered Post only. The EOI will be opened on Dtd.30.12.2022 at 5.00 P.M. The EOI received after due date will not be entertained. The undersigned reserves the right to accept or reject any or all quotations without assigning any reason thereof. The bidders can download the details from the website i.e. http://www.khandapadanac.in and nayagarh.nic.in.	[751, 959, 1095, 1160]
ad-chse-sig2: Sd./- Financial Officer	[190, 2181, 304, 2194]
ad-bmc-nit-bid-ref: Bid Reference No. BMC-DD-CE-03/2022-23 Dt.	[431, 1418, 682, 1431]
bmc-nit-list-item: 11. Subsequent reserves corrigendum, if required, shall appear in these websites.	[384, 2001, 729, 2028]
chse-table-cell: (b)	[14, 2032, 40, 2058]
ad-chse-table	[13, 1968, 361, 2143]
water-table-cell: Last Date / Time for receipt of Bids in the Portal	[400, 1086, 503, 1125]
ad-chse-ref: No-EC-I/156/2022/_3939_/CHSE (O), Dt. 19.12.2022/	[61, 1843, 313, 1855]
watco-point-item: 4. Date & time of availability of bid document in the portal: - From 11.00 AM of Dt.21.12.2022 to 5.00PM of Dt. 04.01.2023	[1116, 1878, 1464, 1907]
ad-water-gov: GOVERNMENT OF ODISHA	[466, 863, 623, 877]
ad-rourkela-body: No. C-2015: The Municipal Commissioner, Rourkela Municipal Corporation on behalf of Rourkela Municipal Corporation invites bids for works on percentage rate basis in Double Cover on online mode. Bid Identification No. MC/RMC/101/2022 for 01 No. Civil work with value of Rs.56.70 lakh.	[1116, 912, 1464, 964]
mobile-network-headline[interactable]: ରାଜ୍ୟରେ ମୋବାଇଲ ନେଟ୍‌ୱର୍କ ବଢ଼ାଇବାକୁ ଦାବି କଲେ ମାନସ	[1108, 125, 1469, 143]
ad-bmc-nit-no: No.59055, Dt.19.12.2022	[485, 1375, 628, 1389]
watco-point-item: 7. Name and address of the Officer Inviting Bid: CEO, WATCO, Telefax: 0674-2391444, E-mail:mail@watcoodisha.in, md@watcoodisha.in mail to: eephibbsr@ori.nic.in.	[1116, 1970, 1464, 2013]
water-table-row	[385, 1125, 729, 1152]
odia-field: ଗ୍ରାମ - ଜଗନ୍ନ ସାହି	[780, 1917, 868, 1931]
ad-bmc-nit-sig1: By Order of Commissioner, BMC	[525, 2069, 688, 2082]
ad-bmc-rfp-no: RFP No. 59012	[13, 929, 100, 943]
ad-water-notice: 'e' Procurement Notice No. ASD- 03 (01-04)/2022-23 (Online)	[413, 939, 700, 952]
fir-headline[interactable]: କଂଗ୍ରେସ ନେତା ଅଜୟ ରାୟଙ୍କ ବିରୋଧରେ ଏଫ୍‌ଆଇଆର	[1108, 304, 1388, 347]
nepal-headline[interactable]: ୧୬ ଭାରତୀୟ କମ୍ପାନୀର ଔଷଧ ଆମଦାନୀ ବନ୍ଦ କଲା ନେପାଳ	[8, 565, 406, 615]
water-table-cell: Period of Completion	[400, 1020, 503, 1035]
ad-watco-points	[1116, 1817, 1464, 2045]
bmc-nit-list-item: 4. Intending bidders have to participate through “On-Line” bidding only. The website for online bidding is https://www.tendersodisha.gov.in.	[384, 1811, 729, 1837]
dfo-table-cell: 5. Period of Completion	[16, 1474, 117, 1486]
dfo-table-row	[13, 1583, 361, 1610]
rourkela-list-item: 2. Bids must be submitted on “Online” on or before 26.12.2022 by 17.00 hours.	[1132, 990, 1464, 1016]
registration-marks	[0, 2310, 1476, 2330]
ad-bmc-rfp-heading: RFP for “Selection of an Agency for Supply of “Vehicle Mounted Hydraulic Ladder” to Bhubaneswar Municipal Corporation (BMC)”	[15, 945, 359, 1010]
watco-work-item: 2. Implementation of Drink from Tap with 24 x 7 water supply to Zone No-27 (Ranihat) (700 KL) at Ranihat Ward No.31 & 32 (Network Improvement with Installation of Valves, Pipe laying, House connection & Site development), Cuttack under SUJAL.	[1116, 1407, 1464, 1466]
ad-dfo	[4, 1262, 370, 1702]
ad-balimela-address: Odisha, Pin-764051, Ph: 06861-230244 e-Mail: eonacbalimela@gmail.com	[1137, 638, 1443, 649]
watco-work-item: 5. Implementation of Drink from Tap with 24 x 7 water supply to Zone No-47 (500 KL ESR) at Kahneipur in Ward No-55 (Network Improvement with Installation of Valves, Pipe laying, House connection & Site development), Cuttack under SUJAL.	[1116, 1620, 1464, 1679]
center-column	[448, 124, 1095, 840]
ad-bmc-nit-oipr: OIPR-13002/11/0188/2223	[384, 2095, 498, 2107]
water-table-cell: Rs. 8.53 Lakhs to Rs. 64.30 Lakhs Approximately.	[502, 1005, 728, 1020]
water-table-row	[385, 1020, 729, 1035]
ad-chse-oipr: OIPR-11003/11/0011/2223	[13, 2194, 137, 2207]
bmc-nit-list-item: 10. The DTCN of works shall be available in the e-procurement portal https://www.tendersodisha.gov.in for on-line bidding.	[384, 1974, 729, 2000]
ad-bmc-nit-sig2: Sd./- City Engineer	[559, 2082, 654, 2095]
ad-balimela-letter: Lr. No.4954/2022/NAC	[1116, 648, 1219, 660]
bmc-nit-list-item: 6. Last date & time of bidding on-line: Dt. 04.01.2023 at 5 PM.	[384, 1865, 680, 1878]
